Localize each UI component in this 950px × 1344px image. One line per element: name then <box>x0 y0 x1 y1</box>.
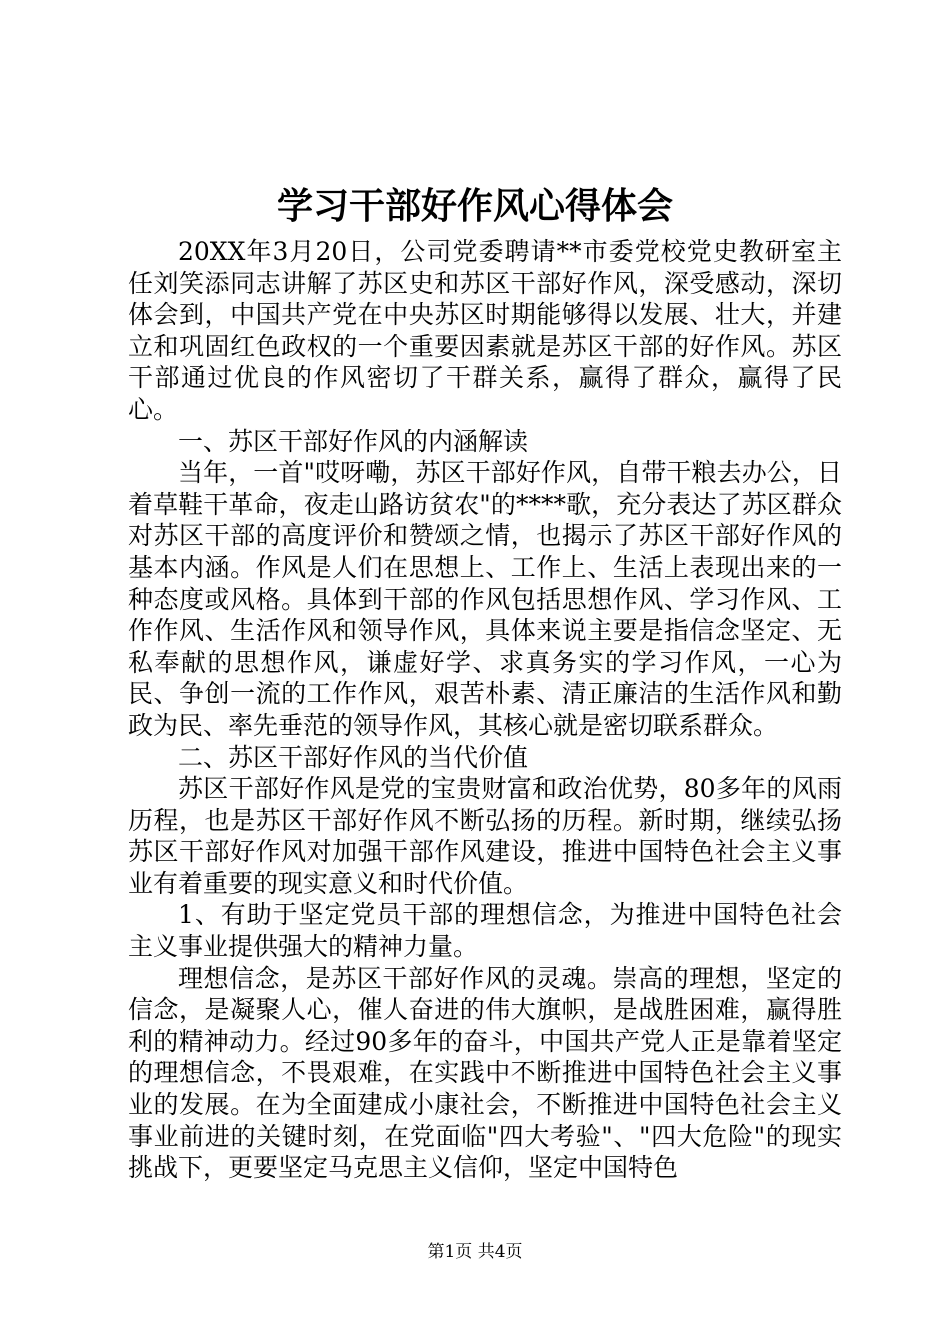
document-title: 学习干部好作风心得体会 <box>276 185 673 227</box>
paragraph-section-1: 当年，一首"哎呀嘞，苏区干部好作风，自带干粮去办公，日着草鞋干革命，夜走山路访贫农"的****歌，充分表达了苏区群众对苏区干部的高度评价和赞颂之情，也揭示了苏区干部好作风的基本内涵。作风是人们在思想上、工作上、生活上表现出来的一种态度或风格。具体到干部的作风包括思想作风、学习作风、工作作风、生活作风和领导作风，具体来说主要是指信念坚定、无私奉献的思想作风，谦虚好学、求真务实的学习作风，一心为民、争创一流的工作作风，艰苦朴素、清正廉洁的生活作风和勤政为民、率先垂范的领导作风，其核心就是密切联系群众。 <box>128 458 842 740</box>
document-body <box>128 236 842 1184</box>
subsection-heading-1: 1、有助于坚定党员干部的理想信念，为推进中国特色社会主义事业提供强大的精神力量。 <box>128 900 842 962</box>
paragraph-section-2: 苏区干部好作风是党的宝贵财富和政治优势，80多年的风雨历程，也是苏区干部好作风不断弘扬的历程。新时期，继续弘扬苏区干部好作风对加强干部作风建设，推进中国特色社会主义事业有着重要的现实意义和时代价值。 <box>128 774 842 898</box>
page-footer: 第1页 共4页 <box>427 1242 523 1262</box>
section-heading-2: 二、苏区干部好作风的当代价值 <box>178 742 529 772</box>
paragraph-intro: 20XX年3月20日，公司党委聘请**市委党校党史教研室主任刘笑添同志讲解了苏区史和苏区干部好作风，深受感动，深切体会到，中国共产党在中央苏区时期能够得以发展、壮大，并建立和巩固红色政权的一个重要因素就是苏区干部的好作风。苏区干部通过优良的作风密切了干群关系，赢得了群众，赢得了民心。 <box>128 237 842 424</box>
paragraph-subsection-1: 理想信念，是苏区干部好作风的灵魂。崇高的理想，坚定的信念，是凝聚人心，催人奋进的伟大旗帜，是战胜困难，赢得胜利的精神动力。经过90多年的奋斗，中国共产党人正是靠着坚定的理想信念，不畏艰难，在实践中不断推进中国特色社会主义事业的发展。在为全面建成小康社会，不断推进中国特色社会主义事业前进的关键时刻，在党面临"四大考验"、"四大危险"的现实挑战下，更要坚定马克思主义信仰，坚定中国特色 <box>128 963 842 1183</box>
section-heading-1: 一、苏区干部好作风的内涵解读 <box>178 426 529 456</box>
